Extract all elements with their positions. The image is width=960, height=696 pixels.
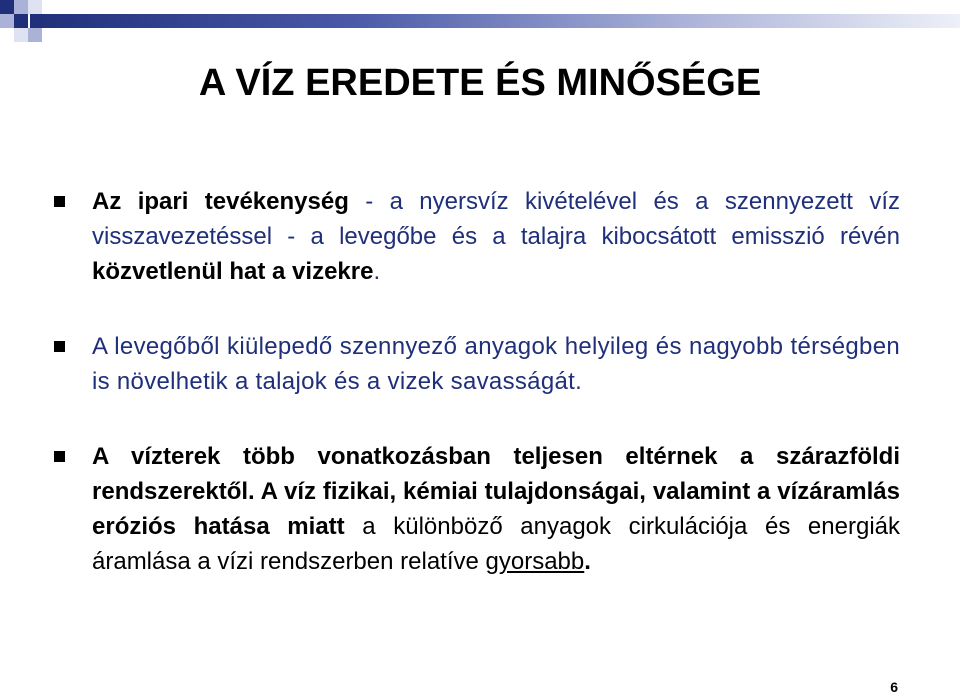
bullet-1-end: .	[373, 258, 381, 285]
bullet-3-text: a különböző anyagok cirkulációja és energiák áramlása a vízi rendszerben relatíve	[92, 513, 900, 575]
page-number: 6	[890, 679, 898, 695]
bullet-item-2	[52, 329, 900, 399]
square-bullet-icon	[54, 341, 65, 352]
bullet-2-text: A levegőből kiülepedő szennyező anyagok helyileg és nagyobb térségben is növelhetik a talajok és a vizek savasságát.	[92, 333, 900, 395]
bullet-3-end: .	[584, 548, 591, 575]
bullet-3-bold: A vízterek több vonatkozásban teljesen eltérnek a szárazföldi rendszerektől. A víz fizikai, kémiai tulajdonságai, valamint a vízáramlás eróziós hatása miatt	[92, 443, 900, 540]
bullet-1-text: - a nyersvíz kivételével és a szennyezett víz visszavezetéssel - a levegőbe és a talajra kibocsátott emisszió révén	[92, 188, 901, 250]
square-bullet-icon	[54, 196, 65, 207]
bullet-1-emphasis: közvetlenül hat a vizekre	[92, 258, 374, 285]
bullet-item-3	[52, 439, 900, 579]
header-gradient-bar	[30, 14, 960, 28]
square-bullet-icon	[54, 451, 65, 462]
bullet-1-lead: Az ipari tevékenység	[92, 188, 349, 215]
bullet-3-underlined: gyorsabb	[485, 548, 585, 575]
bullet-list	[52, 184, 900, 579]
bullet-item-1	[52, 184, 900, 289]
slide-title: A VÍZ EREDETE ÉS MINŐSÉGE	[198, 62, 762, 104]
